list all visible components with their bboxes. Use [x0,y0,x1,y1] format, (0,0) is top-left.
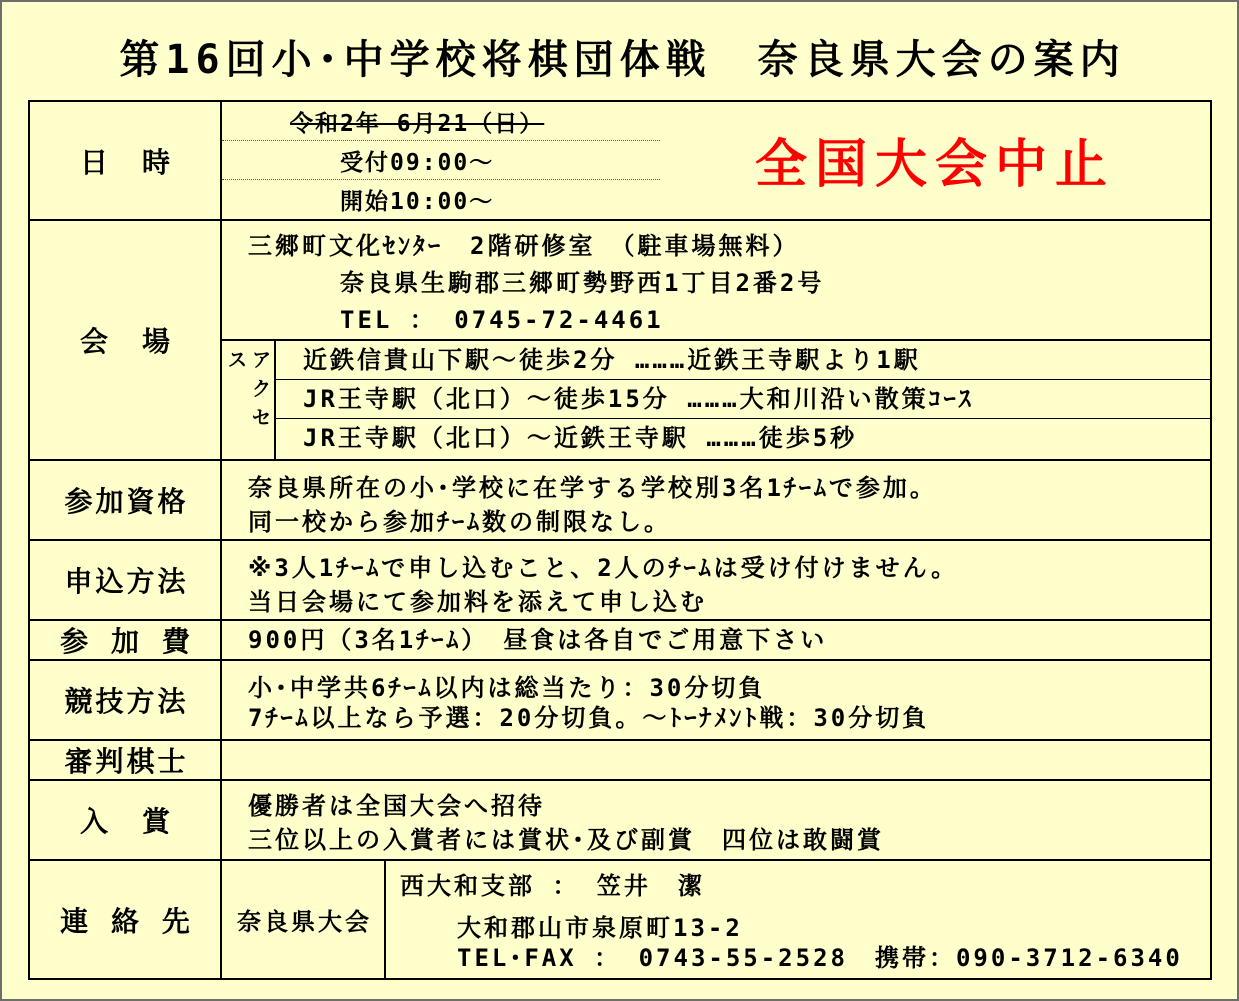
access-label: アクセス [224,349,272,436]
eligibility-line: 同一校から参加ﾁｰﾑ数の制限なし。 [248,508,671,536]
eligibility-line: 奈良県所在の小･学校に在学する学校別3名1ﾁｰﾑで参加。 [248,474,937,502]
label-contact: 連 絡 先 [30,861,220,978]
awards-line: 優勝者は全国大会へ招待 [248,792,545,820]
contact-address: 大和郡山市泉原町13-2 [457,914,743,942]
contact-organization: 奈良県大会 [222,861,386,978]
cancellation-notice: 全国大会中止 [755,135,1116,195]
awards-content [222,781,1210,859]
venue-address: 奈良県生駒郡三郷町勢野西1丁目2番2号 [340,269,825,297]
access-route: JR王寺駅（北口）～徒歩15分 ………大和川沿い散策ｺｰｽ [276,380,1210,419]
page-title: 第16回小･中学校将棋団体戦 奈良県大会の案内 [119,37,1126,83]
format-line: 7ﾁｰﾑ以上なら予選：20分切負。～ﾄｰﾅﾒﾝﾄ戦：30分切負 [248,704,930,732]
application-line: ※3人1ﾁｰﾑで申し込むこと、2人のﾁｰﾑは受け付けません。 [248,554,959,582]
awards-line: 三位以上の入賞者には賞状･及び副賞 四位は敢闘賞 [248,826,884,854]
access-route: 近鉄信貴山下駅～徒歩2分 ………近鉄王寺駅より1駅 [276,341,1210,380]
fee-text: 900円（3名1ﾁｰﾑ） 昼食は各自でご用意下さい [248,626,828,654]
venue-name: 三郷町文化ｾﾝﾀｰ 2階研修室 （駐車場無料） [248,232,800,260]
contact-phone: TEL･FAX ： 0743-55-2528 携帯：090-3712-6340 [457,944,1183,972]
fee-content [222,621,1210,659]
label-fee: 参 加 費 [30,621,220,659]
label-referee: 審判棋士 [30,741,220,779]
eligibility-content [222,461,1210,539]
access-label-cell [222,341,276,459]
contact-content [222,861,1210,978]
info-table [28,100,1212,980]
venue-content [222,221,1210,459]
application-line: 当日会場にて参加料を添えて申し込む [248,588,707,616]
label-eligibility: 参加資格 [30,461,220,539]
label-application: 申込方法 [30,541,220,619]
label-format: 競技方法 [30,661,220,739]
label-datetime: 日 時 [30,102,220,219]
label-venue: 会 場 [30,221,220,459]
contact-person: 西大和支部 ： 笠井 潔 [400,872,705,900]
reception-time: 受付09:00～ [222,141,660,180]
format-line: 小･中学共6ﾁｰﾑ以内は総当たり：30分切負 [248,674,766,702]
venue-tel: TEL ： 0745-72-4461 [340,306,664,334]
event-date: 令和2年 6月21（日） [222,102,660,141]
start-time: 開始10:00～ [340,189,495,215]
application-content [222,541,1210,619]
datetime-content [222,102,1210,219]
referee-content [222,741,1210,779]
access-table [222,339,1210,459]
label-awards: 入 賞 [30,781,220,859]
access-route: JR王寺駅（北口）～近鉄王寺駅 ………徒歩5秒 [303,424,858,452]
format-content [222,661,1210,739]
